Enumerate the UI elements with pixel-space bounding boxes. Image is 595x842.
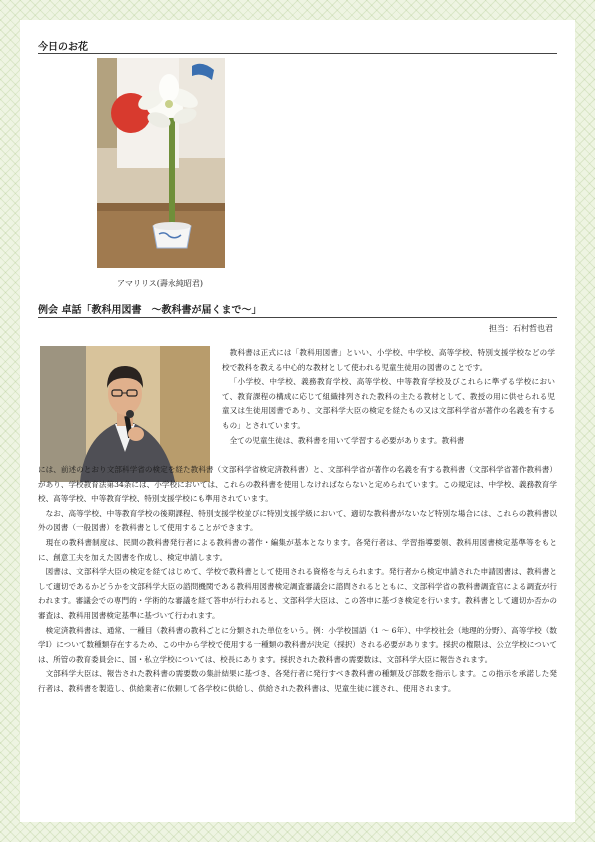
flower-section-title: 今日のお花 bbox=[38, 42, 88, 53]
talk-section-rule bbox=[38, 317, 557, 318]
body-paragraph: 現在の教科書制度は、民間の教科書発行者による教科書の著作・編集が基本となります。各発行者は、学習指導要領、教科用図書検定基準等をもとに、創意工夫を加えた図書を作成し、検定申請します。 bbox=[38, 537, 557, 562]
intro-text-column bbox=[222, 346, 555, 448]
body-paragraph: なお、高等学校、中等教育学校の後期課程、特別支援学校並びに特別支援学級において、適切な教科書がないなど特別な場合には、これらの教科書以外の図書（一般図書）を教科書として使用することができます。 bbox=[38, 508, 557, 533]
speaker-photo bbox=[40, 346, 210, 482]
body-paragraph: 文部科学大臣は、報告された教科書の需要数の集計結果に基づき、各発行者に発行すべき教科書の種類及び部数を指示します。この指示を承諾した発行者は、教科書を製造し、供給業者に依頼して各学校に供給し、供給された教科書は、児童生徒に渡され、使用されます。 bbox=[38, 669, 557, 693]
flower-section-rule bbox=[38, 53, 557, 54]
intro-paragraph: 教科書は正式には「教科用図書」といい、小学校、中学校、高等学校、特別支援学校などの学校で教科を教える中心的な教材として使われる児童生徒用の図書のことです。 bbox=[222, 348, 555, 372]
amaryllis-photo-icon bbox=[97, 58, 225, 268]
body-paragraph: 検定済教科書は、通常、一種目（教科書の教科ごとに分類された単位をいう。例：小学校国語（1 ～ 6年）、中学校社会（地理的分野）、高等学校（数学Ⅰ）について数種類存在するため、この中から学校で使用する一種類の教科書が決定（採択）される必要があります。採択の権限は、公立学校については、所管の教育委員会に、国・私立学校については、校長にあります。採択された教科書の需要数は、文部科学大臣に報告されます。 bbox=[38, 625, 557, 664]
speaker-photo-icon bbox=[40, 346, 210, 482]
presenter-credit: 担当：石村哲也君 bbox=[489, 324, 553, 333]
newsletter-page bbox=[20, 20, 575, 822]
flower-caption: アマリリス(壽永純昭君) bbox=[116, 279, 204, 288]
body-paragraph: 図書は、文部科学大臣の検定を経てはじめて、学校で教科書として使用される資格を与えられます。発行者から検定申請された申請図書は、教科書として適切であるかどうかを文部科学大臣の諮問機関である教科用図書検定調査審議会に諮問されるとともに、文部科学省の教科書調査官による調査が行われます。審議会での専門的・学術的な審議を経て答申が行われると、文部科学大臣は、この答申に基づき検定を行います。教科書として適切か否かの審査は、教科用図書検定基準に基づいて行われます。 bbox=[38, 567, 557, 620]
amaryllis-photo bbox=[97, 58, 225, 268]
talk-section-title: 例会 卓話「教科用図書 ～教科書が届くまで～」 bbox=[38, 305, 262, 316]
intro-paragraph: 全ての児童生徒は、教科書を用いて学習する必要があります。教科書 bbox=[229, 435, 465, 445]
body-text-column bbox=[38, 463, 557, 697]
intro-paragraph: 「小学校、中学校、義務教育学校、高等学校、中等教育学校及びこれらに準ずる学校において、教育課程の構成に応じて組織排列された教科の主たる教材として、教授の用に供せられる児童又は生徒用図書であり、文部科学大臣の検定を経たもの又は文部科学省が著作の名義を有するもの」とされています。 bbox=[222, 377, 555, 430]
body-paragraph: には、前述のとおり文部科学省の検定を経た教科書（文部科学省検定済教科書）と、文部科学省が著作の名義を有する教科書（文部科学省著作教科書）があり、学校教育法第34条には、小学校においては、これらの教科書を使用しなければならないと定められています。この規定は、中学校、義務教育学校、高等学校、中等教育学校、特別支援学校にも準用されています。 bbox=[38, 465, 557, 504]
